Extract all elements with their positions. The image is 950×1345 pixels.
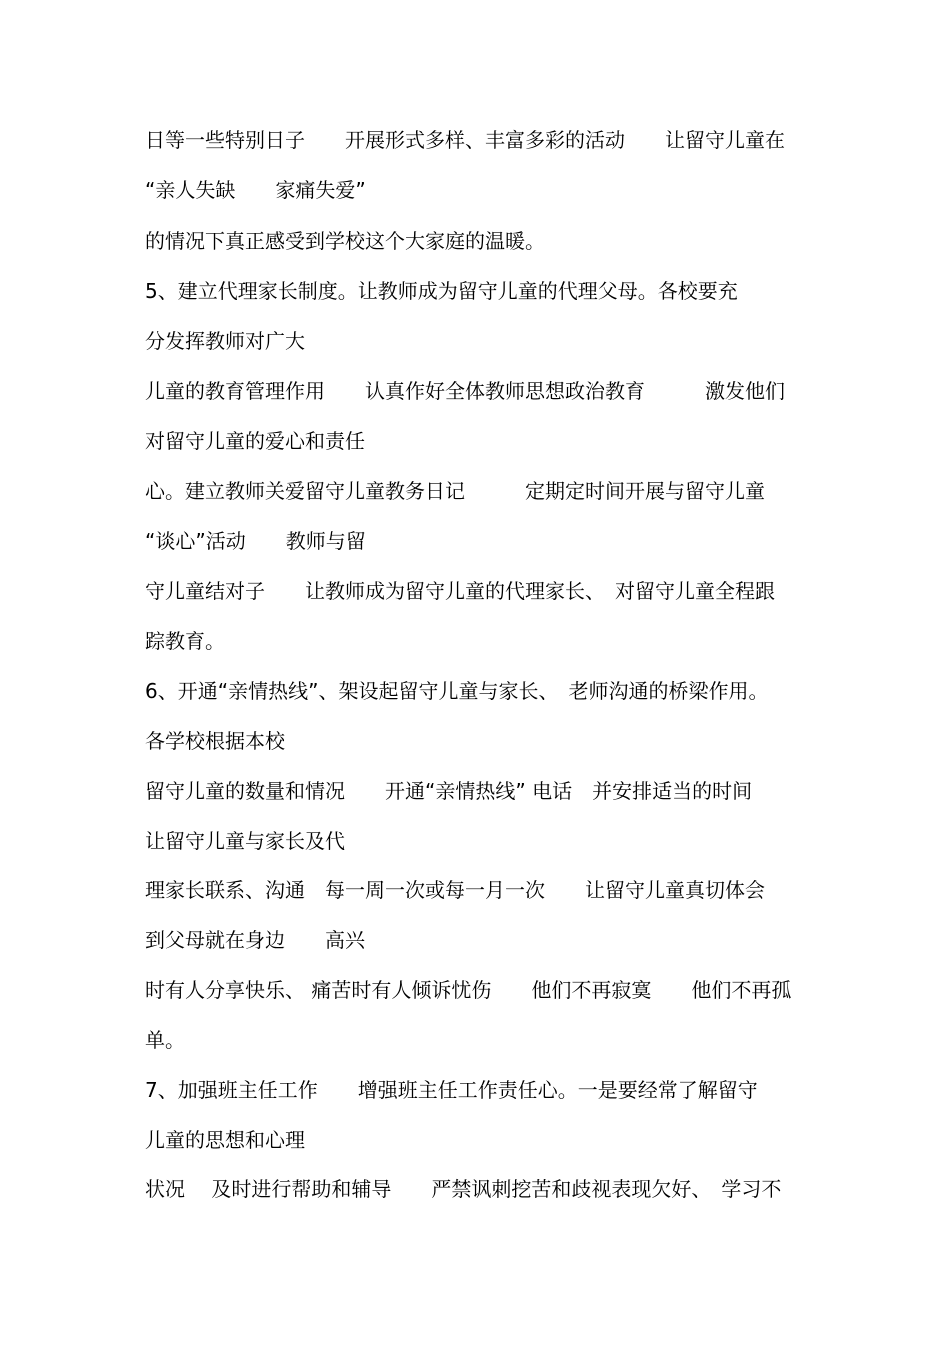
text-line: 的情况下真正感受到学校这个大家庭的温暖。 [145,229,545,253]
text-line: 儿童的思想和心理 [145,1128,305,1152]
text-line: 7、加强班主任工作 增强班主任工作责任心。一是要经常了解留守 [145,1078,758,1102]
text-line: “亲人失缺 家痛失爱” [145,178,366,202]
text-line: 守儿童结对子 让教师成为留守儿童的代理家长、 对留守儿童全程跟 [145,579,775,603]
text-line: 各学校根据本校 [145,729,285,753]
text-line: 让留守儿童与家长及代 [145,829,345,853]
text-line: 对留守儿童的爱心和责任 [145,429,365,453]
text-line: 5、建立代理家长制度。让教师成为留守儿童的代理父母。各校要充 [145,279,738,303]
text-line: 日等一些特别日子 开展形式多样、丰富多彩的活动 让留守儿童在 [145,128,785,152]
text-line: 时有人分享快乐、 痛苦时有人倾诉忧伤 他们不再寂寞 他们不再孤 [145,978,792,1002]
text-line: 留守儿童的数量和情况 开通“亲情热线” 电话 并安排适当的时间 [145,779,753,803]
text-line: 到父母就在身边 高兴 [145,928,365,952]
text-line: 理家长联系、沟通 每一周一次或每一月一次 让留守儿童真切体会 [145,878,765,902]
text-line: 状况 及时进行帮助和辅导 严禁讽刺挖苦和歧视表现欠好、 学习不 [145,1177,782,1201]
text-line: 心。建立教师关爱留守儿童教务日记 定期定时间开展与留守儿童 [145,479,765,503]
text-line: 踪教育。 [145,629,225,653]
text-line: 单。 [145,1028,185,1052]
text-line: 6、开通“亲情热线”、架设起留守儿童与家长、 老师沟通的桥梁作用。 [145,679,769,703]
text-line: 儿童的教育管理作用 认真作好全体教师思想政治教育 激发他们 [145,379,785,403]
text-line: “谈心”活动 教师与留 [145,529,366,553]
text-line: 分发挥教师对广大 [145,329,305,353]
